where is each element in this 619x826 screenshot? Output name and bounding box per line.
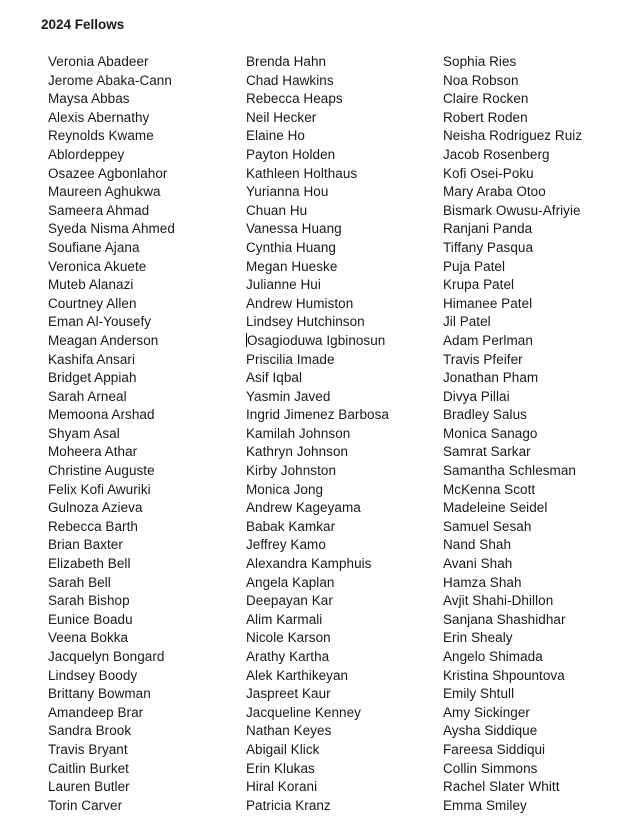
fellow-name: Alek Karthikeyan bbox=[246, 667, 349, 683]
fellow-name: Travis Pfeifer bbox=[443, 351, 523, 367]
fellow-name: Divya Pillai bbox=[443, 388, 510, 404]
fellow-name: Cynthia Huang bbox=[246, 239, 336, 255]
fellow-name: Kathryn Johnson bbox=[246, 444, 349, 460]
fellow-name: Felix Kofi Awuriki bbox=[48, 481, 151, 497]
fellow-name: Sandra Brook bbox=[48, 723, 132, 739]
fellow-name: Sophia Ries bbox=[443, 54, 517, 69]
fellow-name: Samantha Schlesman bbox=[443, 463, 576, 479]
fellow-name: Priscilia Imade bbox=[246, 351, 335, 367]
fellow-name: Himanee Patel bbox=[443, 295, 533, 311]
fellows-column-2 bbox=[246, 53, 389, 815]
fellow-name: Jonathan Pham bbox=[443, 370, 539, 386]
fellow-name: Neil Hecker bbox=[246, 109, 317, 125]
fellow-name: Rebecca Barth bbox=[48, 518, 138, 534]
fellow-name: Robert Roden bbox=[443, 109, 528, 125]
fellow-name: Alexandra Kamphuis bbox=[246, 556, 372, 572]
fellow-name: Elaine Ho bbox=[246, 128, 305, 144]
fellow-name: Rachel Slater Whitt bbox=[443, 779, 560, 795]
fellow-name: Puja Patel bbox=[443, 258, 506, 274]
fellow-name: Bridget Appiah bbox=[48, 370, 137, 386]
text-cursor bbox=[246, 333, 247, 347]
fellow-name: Courtney Allen bbox=[48, 295, 137, 311]
fellow-name: Patricia Kranz bbox=[246, 797, 331, 813]
fellow-name: Sarah Bishop bbox=[48, 593, 130, 609]
fellow-name: Noa Robson bbox=[443, 72, 519, 88]
fellow-name: Nand Shah bbox=[443, 537, 512, 553]
fellow-name: Megan Hueske bbox=[246, 258, 338, 274]
fellow-name: Amandeep Brar bbox=[48, 704, 144, 720]
fellow-name: Andrew Kageyama bbox=[246, 500, 361, 516]
fellow-name: Julianne Hui bbox=[246, 277, 321, 293]
fellow-name: Brenda Hahn bbox=[246, 54, 327, 69]
fellow-name: Lauren Butler bbox=[48, 779, 130, 795]
fellow-name: Samuel Sesah bbox=[443, 518, 532, 534]
fellow-name: Moheera Athar bbox=[48, 444, 138, 460]
fellow-name: Neisha Rodriguez Ruiz bbox=[443, 128, 583, 144]
fellow-name: Maureen Aghukwa bbox=[48, 184, 161, 200]
page-title: 2024 Fellows bbox=[41, 17, 125, 32]
fellow-name: Gulnoza Azieva bbox=[48, 500, 143, 516]
fellow-name: Caitlin Burket bbox=[48, 760, 129, 776]
fellow-name: Bismark Owusu-Afriyie bbox=[443, 202, 581, 218]
fellow-name: Alim Karmali bbox=[246, 611, 323, 627]
fellow-name: Jeffrey Kamo bbox=[246, 537, 326, 553]
fellow-name: Shyam Asal bbox=[48, 425, 120, 441]
fellow-name: Osazee Agbonlahor bbox=[48, 165, 168, 181]
fellow-name: Sarah Bell bbox=[48, 574, 111, 590]
fellow-name: Elizabeth Bell bbox=[48, 556, 131, 572]
fellow-name: Erin Klukas bbox=[246, 760, 315, 776]
fellow-name: Monica Jong bbox=[246, 481, 324, 497]
fellow-name: Kamilah Johnson bbox=[246, 425, 351, 441]
fellow-name: Jacquelyn Bongard bbox=[48, 649, 165, 664]
fellow-name: Travis Bryant bbox=[48, 741, 128, 757]
fellow-name: Sameera Ahmad bbox=[48, 202, 150, 218]
fellow-name: Samrat Sarkar bbox=[443, 444, 531, 460]
fellow-name: Andrew Humiston bbox=[246, 295, 354, 311]
fellow-name: Angela Kaplan bbox=[246, 574, 335, 590]
fellow-name: Monica Sanago bbox=[443, 425, 538, 441]
fellow-name: Deepayan Kar bbox=[246, 593, 333, 609]
fellow-name: Brittany Bowman bbox=[48, 686, 151, 702]
fellow-name: Kashifa Ansari bbox=[48, 351, 135, 367]
fellow-name: Vanessa Huang bbox=[246, 221, 342, 237]
fellow-name: Yasmin Javed bbox=[246, 388, 331, 404]
fellow-name: Reynolds Kwame bbox=[48, 128, 154, 144]
fellow-name: Jaspreet Kaur bbox=[246, 686, 331, 702]
fellow-name: Avani Shah bbox=[443, 556, 513, 572]
fellow-name: Memoona Arshad bbox=[48, 407, 155, 423]
fellow-name: Lindsey Boody bbox=[48, 667, 138, 683]
fellow-name: Babak Kamkar bbox=[246, 518, 336, 534]
fellows-column-1 bbox=[48, 53, 175, 815]
fellow-name: Torin Carver bbox=[48, 797, 123, 813]
fellow-name: Yurianna Hou bbox=[246, 184, 329, 200]
fellow-name: Nathan Keyes bbox=[246, 723, 332, 739]
fellow-name: Meagan Anderson bbox=[48, 332, 159, 348]
fellow-name: Ablordeppey bbox=[48, 146, 125, 162]
fellow-name: Rebecca Heaps bbox=[246, 91, 343, 107]
fellow-name: Emily Shtull bbox=[443, 686, 515, 702]
fellow-name: Kofi Osei-Poku bbox=[443, 165, 534, 181]
fellow-name: Payton Holden bbox=[246, 146, 336, 162]
fellow-name: Jerome Abaka-Cann bbox=[48, 72, 172, 88]
fellow-name: Hamza Shah bbox=[443, 574, 522, 590]
fellow-name: Jil Patel bbox=[443, 314, 491, 330]
fellow-name: Osagioduwa Igbinosun bbox=[247, 332, 386, 348]
fellow-name: Aysha Siddique bbox=[443, 723, 538, 739]
fellow-name: Amy Sickinger bbox=[443, 704, 530, 720]
fellow-name: Veronica Akuete bbox=[48, 258, 147, 274]
fellow-name: Collin Simmons bbox=[443, 760, 538, 776]
fellow-name: Kristina Shpountova bbox=[443, 667, 565, 683]
fellow-name: Lindsey Hutchinson bbox=[246, 314, 365, 330]
fellow-name: Ranjani Panda bbox=[443, 221, 533, 237]
fellow-name: Eman Al-Yousefy bbox=[48, 314, 152, 330]
fellow-name: Sarah Arneal bbox=[48, 388, 127, 404]
fellow-name: Sanjana Shashidhar bbox=[443, 611, 566, 627]
fellow-name: Krupa Patel bbox=[443, 277, 515, 293]
fellow-name: Brian Baxter bbox=[48, 537, 123, 553]
fellow-name: Madeleine Seidel bbox=[443, 500, 548, 516]
fellow-name: Eunice Boadu bbox=[48, 611, 133, 627]
fellow-name: Maysa Abbas bbox=[48, 91, 130, 107]
fellow-name: Asif Iqbal bbox=[246, 370, 303, 386]
fellow-name: Ingrid Jimenez Barbosa bbox=[246, 407, 389, 423]
fellow-name: Bradley Salus bbox=[443, 407, 527, 423]
fellow-name: Emma Smiley bbox=[443, 797, 527, 813]
fellow-name: Arathy Kartha bbox=[246, 649, 330, 664]
fellow-name: Kathleen Holthaus bbox=[246, 165, 358, 181]
fellow-name: Avjit Shahi-Dhillon bbox=[443, 593, 554, 609]
fellow-name: Chad Hawkins bbox=[246, 72, 334, 88]
fellow-name: Alexis Abernathy bbox=[48, 109, 150, 125]
fellow-name: McKenna Scott bbox=[443, 481, 536, 497]
fellow-name: Abigail Klick bbox=[246, 741, 320, 757]
fellow-name: Muteb Alanazi bbox=[48, 277, 134, 293]
fellow-name: Tiffany Pasqua bbox=[443, 239, 534, 255]
fellow-name: Erin Shealy bbox=[443, 630, 513, 646]
fellow-name: Angelo Shimada bbox=[443, 649, 543, 664]
fellow-name: Nicole Karson bbox=[246, 630, 331, 646]
fellow-name: Soufiane Ajana bbox=[48, 239, 140, 255]
fellow-name: Syeda Nisma Ahmed bbox=[48, 221, 175, 237]
fellow-name: Mary Araba Otoo bbox=[443, 184, 546, 200]
fellow-name: Veronia Abadeer bbox=[48, 54, 149, 69]
fellow-name: Veena Bokka bbox=[48, 630, 129, 646]
fellow-name: Kirby Johnston bbox=[246, 463, 336, 479]
fellow-name: Fareesa Siddiqui bbox=[443, 741, 546, 757]
fellow-name: Adam Perlman bbox=[443, 332, 533, 348]
fellow-name: Chuan Hu bbox=[246, 202, 308, 218]
fellow-name: Jacqueline Kenney bbox=[246, 704, 361, 720]
fellow-name: Hiral Korani bbox=[246, 779, 318, 795]
fellows-column-3 bbox=[443, 53, 582, 815]
fellow-name: Jacob Rosenberg bbox=[443, 146, 550, 162]
fellow-name: Christine Auguste bbox=[48, 463, 155, 479]
fellow-name: Claire Rocken bbox=[443, 91, 529, 107]
